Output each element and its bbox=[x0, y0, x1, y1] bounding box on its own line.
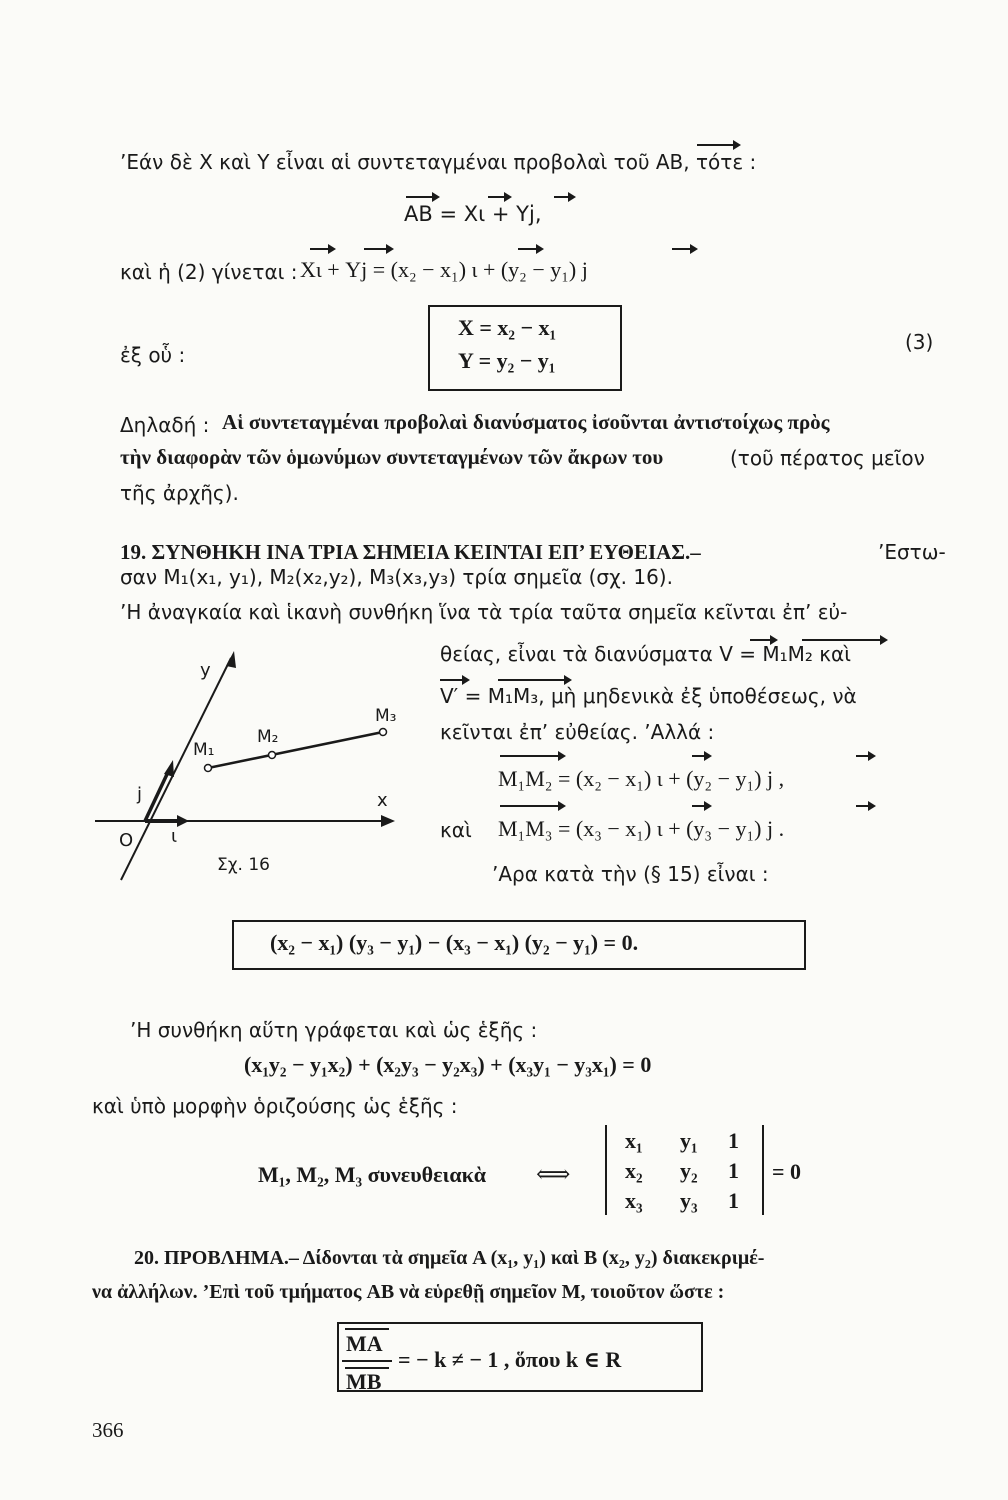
det-cell: 1 bbox=[728, 1128, 739, 1153]
figure-caption: Σχ. 16 bbox=[217, 855, 271, 875]
label-m3: M₃ bbox=[375, 706, 397, 726]
theorem-tail-line3: τῆς ἀρχῆς). bbox=[120, 481, 239, 505]
vector-arrow-icon bbox=[404, 188, 604, 207]
det-cell: 1 bbox=[728, 1158, 739, 1183]
section-20-line2: να ἀλλήλων. ’Επὶ τοῦ τμήματος AB νὰ εὑρεθῇ σημεῖον M, τοιοῦτον ὥστε : bbox=[92, 1281, 725, 1303]
theorem-tail-line2: (τοῦ πέρατος μεῖον bbox=[730, 446, 925, 470]
vector-arrow-icon bbox=[440, 628, 920, 702]
det-cell: x₂ bbox=[625, 1158, 643, 1183]
section-19-heading-tail: ’Εστω- bbox=[878, 540, 946, 564]
vector-arrow-icon bbox=[300, 240, 710, 259]
page-number: 366 bbox=[92, 1418, 124, 1442]
vector-j bbox=[145, 770, 169, 821]
section-20-line1: 20. ΠΡΟΒΛΗΜΑ.– Δίδονται τὰ σημεῖα A (x₁, y₁) καὶ B (x₂, y₂) διακεκριμέ- bbox=[134, 1247, 765, 1269]
det-cell: x₃ bbox=[625, 1188, 643, 1213]
vector-arrow-icon bbox=[695, 136, 743, 155]
equation-3-prefix: ἐξ οὗ : bbox=[120, 343, 186, 367]
condition-equation: (x₁y₂ − y₁x₂) + (x₂y₃ − y₂x₃) + (x₃y₁ − y₃x₁) = 0 bbox=[244, 1052, 652, 1077]
det-cell: y₁ bbox=[680, 1128, 698, 1153]
theorem-bold-line2: τὴν διαφορὰν τῶν ὁμωνύμων συντεταγμένων τῶν ἄκρων του bbox=[120, 445, 664, 469]
section-19-side3: κεῖνται ἐπ’ εὐθείας. ’Αλλά : bbox=[440, 720, 715, 744]
point-m2 bbox=[269, 752, 276, 759]
section-19-side1: θείας, εἶναι τὰ διανύσματα V = M₁M₂ καὶ bbox=[440, 642, 851, 666]
section-19-heading: 19. ΣΥΝΘΗΚΗ ΙΝΑ ΤΡΙΑ ΣΗΜΕΙΑ ΚΕΙΝΤΑΙ ΕΠ’ ΕΥΘΕΙΑΣ.– bbox=[120, 540, 701, 564]
label-m1: M₁ bbox=[193, 740, 215, 760]
vector-i-arrow-icon bbox=[177, 815, 189, 827]
equation-3-line1: X = x₂ − x₁ bbox=[458, 315, 557, 340]
det-cell: x₁ bbox=[625, 1128, 643, 1153]
determinant-label: M₁, M₂, M₃ συνευθειακὰ bbox=[258, 1162, 487, 1187]
determinant-text: καὶ ὑπὸ μορφὴν ὁριζούσης ὡς ἑξῆς : bbox=[92, 1094, 458, 1118]
label-o: O bbox=[119, 830, 134, 851]
section-19-conclusion: ’Αρα κατὰ τὴν (§ 15) εἶναι : bbox=[492, 862, 769, 886]
equation-2-formula: Xι + Yj = (x₂ − x₁) ι + (y₂ − y₁) j bbox=[300, 257, 588, 282]
theorem-bold-line1: Αἱ συντεταγμέναι προβολαὶ διανύσματος ἰσοῦνται ἀντιστοίχως πρὸς bbox=[222, 410, 830, 434]
figure-16 bbox=[85, 648, 435, 883]
determinant-equals: = 0 bbox=[772, 1159, 802, 1184]
equivalence-arrow-icon: ⟺ bbox=[536, 1162, 571, 1188]
condition-text: ’Η συνθήκη αὕτη γράφεται καὶ ὡς ἑξῆς : bbox=[130, 1018, 538, 1042]
det-cell: 1 bbox=[728, 1188, 739, 1213]
intro-text: ’Εάν δὲ X καὶ Y εἶναι αἱ συντεταγμέναι προβολαὶ τοῦ AB, τότε : bbox=[120, 150, 757, 174]
section-19-side2: V′ = M₁M₃, μὴ μηδενικὰ ἐξ ὑποθέσεως, νὰ bbox=[440, 684, 857, 708]
section-20-box bbox=[337, 1322, 703, 1392]
x-axis-arrow-icon bbox=[381, 815, 395, 827]
determinant-left-bar bbox=[605, 1125, 607, 1215]
equation-3-line2: Y = y₂ − y₁ bbox=[458, 348, 556, 373]
label-i: ι bbox=[171, 826, 178, 847]
line-m1-m3 bbox=[208, 732, 383, 768]
theorem-label: Δηλαδή : bbox=[120, 413, 210, 437]
boxed-result: (x₂ − x₁) (y₃ − y₁) − (x₃ − x₁) (y₂ − y₁) = 0. bbox=[270, 930, 639, 955]
fraction-numerator: MA bbox=[346, 1331, 383, 1356]
label-y: y bbox=[200, 660, 211, 681]
determinant-right-bar bbox=[762, 1125, 764, 1215]
section-19-line3: ’Η ἀναγκαία καὶ ἱκανὴ συνθήκη ἵνα τὰ τρία ταῦτα σημεῖα κεῖνται ἐπ’ εὐ- bbox=[120, 600, 848, 624]
det-cell: y₃ bbox=[680, 1188, 698, 1213]
vector-arrow-icon bbox=[498, 746, 898, 820]
equation-3-number: (3) bbox=[905, 330, 934, 354]
point-m1 bbox=[205, 765, 212, 772]
equation-2-prefix: καὶ ἡ (2) γίνεται : bbox=[120, 260, 298, 284]
equation-m1m3-prefix: καὶ bbox=[440, 818, 472, 842]
label-x: x bbox=[377, 790, 388, 811]
equation-m1m3: M₁M₃ = (x₃ − x₁) ι + (y₃ − y₁) j . bbox=[498, 816, 785, 841]
fraction-rest: = − k ≠ − 1 , ὅπου k ∈ R bbox=[398, 1347, 622, 1372]
det-cell: y₂ bbox=[680, 1158, 698, 1183]
equation-m1m2: M₁M₂ = (x₂ − x₁) ι + (y₂ − y₁) j , bbox=[498, 766, 785, 791]
label-m2: M₂ bbox=[257, 727, 279, 747]
section-19-line2: σαν M₁(x₁, y₁), M₂(x₂,y₂), M₃(x₃,y₃) τρία σημεῖα (σχ. 16). bbox=[120, 565, 673, 589]
y-axis-arrow-icon bbox=[226, 651, 236, 668]
label-j: j bbox=[137, 784, 143, 805]
equation-ab: AB = Xι + Yj, bbox=[404, 202, 542, 226]
point-m3 bbox=[380, 729, 387, 736]
fraction-denominator: MB bbox=[346, 1369, 382, 1394]
